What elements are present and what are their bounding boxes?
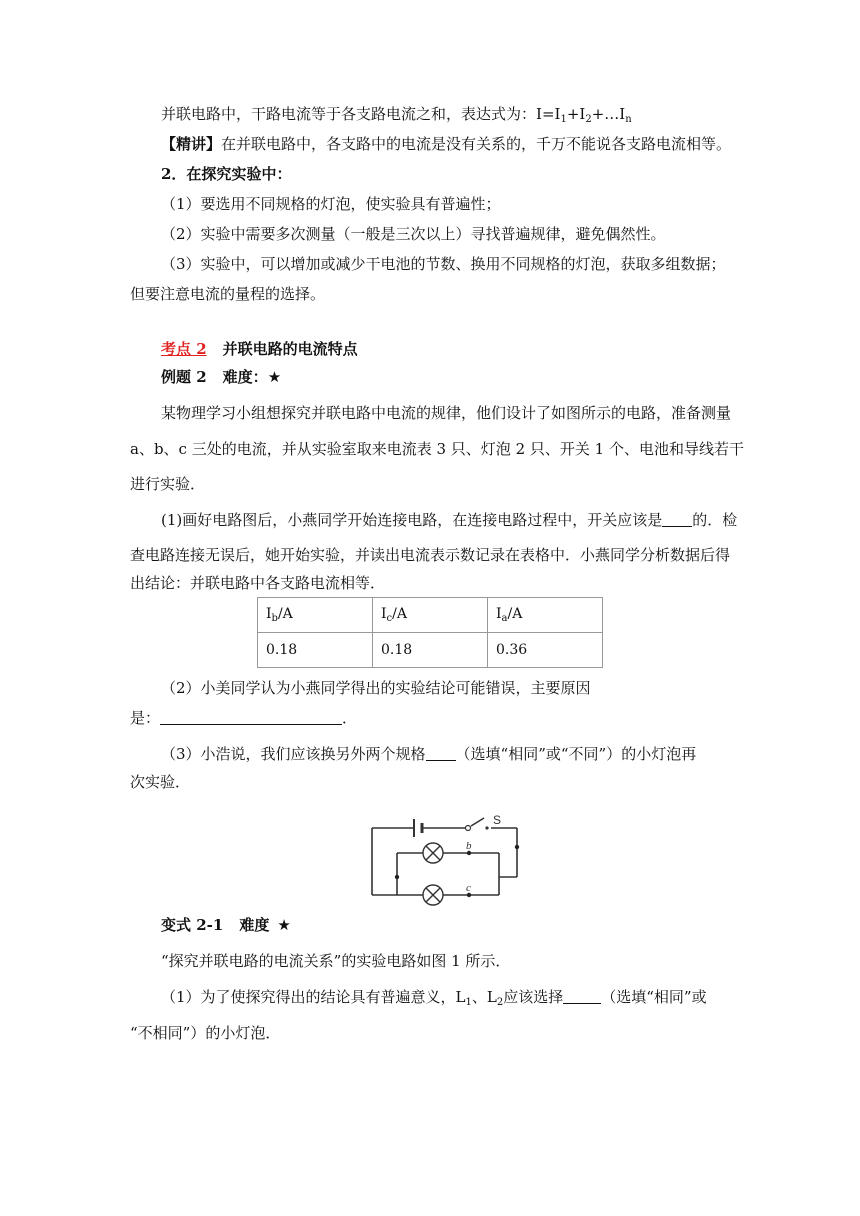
- table-header: $I_c/A$: [373, 598, 488, 633]
- data-table: [257, 597, 603, 668]
- switch-contact: [485, 826, 488, 829]
- variant-question-1-cont: “不相同”）的小灯泡．: [130, 1024, 281, 1042]
- point-c-label: c: [466, 882, 471, 894]
- list-item: （1）要选用不同规格的灯泡，使实验具有普遍性；: [161, 195, 501, 213]
- point-b-label: b: [466, 840, 472, 852]
- jingjiang-tag: 【精讲】: [161, 135, 222, 153]
- list-item: （2）实验中需要多次测量（一般是三次以上）寻找普遍规律，避免偶然性。: [161, 225, 666, 243]
- answer-blank[interactable]: [160, 710, 342, 725]
- table-cell: 0.36: [488, 633, 603, 668]
- variant-question-1: （1）为了使探究得出的结论具有普遍意义，$L_1$、$L_2$应该选择 （选填“相同”或: [161, 988, 707, 1008]
- star-icon: ★: [267, 368, 282, 386]
- table-header-row: [258, 598, 603, 633]
- table-cell: 0.18: [373, 633, 488, 668]
- table-header: $I_a/A$: [488, 598, 603, 633]
- question-3: （3）小浩说，我们应该换另外两个规格 （选填“相同”或“不同”）的小灯泡再: [161, 745, 697, 763]
- question-3-cont: 次实验．: [130, 773, 191, 791]
- formula: $I=I_1+I_2+\dots I_n$: [536, 105, 632, 125]
- question-2-cont: 是： ．: [130, 709, 358, 727]
- paragraph-parallel-rule: [161, 104, 632, 130]
- table-cell: 0.18: [258, 633, 373, 668]
- kaodian-title: 并联电路的电流特点: [222, 340, 358, 358]
- circuit-diagram: [365, 810, 525, 908]
- jingjiang-text: 在并联电路中，各支路中的电流是没有关系的，千万不能说各支路电流相等。: [221, 135, 732, 153]
- kaodian-heading: [161, 339, 358, 359]
- variant-label: 变式 2-1: [161, 916, 224, 934]
- question-intro: 某物理学习小组想探究并联电路中电流的规律，他们设计了如图所示的电路，准备测量: [161, 404, 732, 422]
- star-icon: ★: [277, 916, 291, 934]
- question-1: (1)画好电路图后，小燕同学开始连接电路，在连接电路过程中，开关应该是 的．检: [161, 511, 738, 529]
- variant-intro: “探究并联电路的电流关系”的实验电路如图 1 所示．: [161, 952, 511, 970]
- variant-heading: [161, 915, 291, 935]
- question-intro: a、b、c 三处的电流，并从实验室取来电流表 3 只、灯泡 2 只、开关 1 个、电池和导线若干: [130, 440, 744, 458]
- example-label: 例题 2: [161, 368, 207, 386]
- list-item-continuation: 但要注意电流的量程的选择。: [130, 285, 326, 303]
- junction-dot: [515, 845, 519, 849]
- switch-label: S: [493, 813, 502, 827]
- question-2: （2）小美同学认为小燕同学得出的实验结论可能错误，主要原因: [161, 679, 591, 697]
- variant-difficulty: 难度: [239, 916, 270, 934]
- answer-blank[interactable]: [563, 989, 601, 1004]
- section-heading-experiment: 2．在探究实验中：: [161, 165, 292, 183]
- bulb-icon: [423, 843, 443, 863]
- bulb-icon: [423, 885, 443, 905]
- paragraph-jingjiang: [161, 134, 731, 154]
- table-header: $I_b/A$: [258, 598, 373, 633]
- answer-blank[interactable]: [426, 746, 456, 761]
- list-item: （3）实验中，可以增加或减少干电池的节数、换用不同规格的灯泡，获取多组数据；: [161, 255, 726, 273]
- question-intro: 进行实验．: [130, 475, 206, 493]
- question-1-cont: 查电路连接无误后，她开始实验，并读出电流表示数记录在表格中．小燕同学分析数据后得: [130, 546, 731, 564]
- answer-blank[interactable]: [662, 512, 692, 527]
- kaodian-tag: 考点 2: [161, 340, 207, 358]
- example-difficulty: 难度：: [222, 368, 268, 386]
- example-heading: [161, 367, 281, 387]
- table-row: [258, 633, 603, 668]
- parallel-rule-text: 并联电路中，干路电流等于各支路电流之和，表达式为：: [161, 105, 537, 123]
- switch-contact: [466, 826, 471, 831]
- junction-dot: [395, 875, 399, 879]
- question-1-cont: 出结论：并联电路中各支路电流相等．: [130, 574, 386, 592]
